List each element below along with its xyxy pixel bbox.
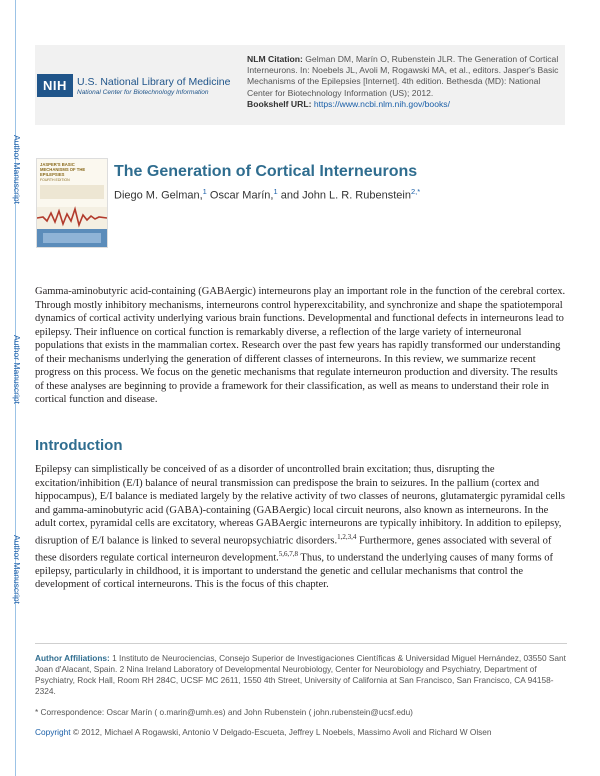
bookshelf-label: Bookshelf URL:: [247, 98, 312, 109]
author-affiliations: [35, 653, 567, 697]
author-list: [114, 187, 420, 202]
bookshelf-url-link[interactable]: https://www.ncbi.nlm.nih.gov/books/: [313, 98, 450, 109]
nlm-logo[interactable]: [37, 74, 242, 102]
copyright-text: © 2012, Michael A Rogawski, Antonio V Delgado-Escueta, Jeffrey L Noebels, Massimo Avoli and Richard W Olsen: [72, 727, 492, 737]
nlm-subtitle: National Center for Biotechnology Information: [77, 89, 209, 96]
introduction-heading: Introduction: [35, 437, 123, 454]
footer-divider: [35, 643, 567, 644]
correspondence: * Correspondence: Oscar Marín ( o.marin@umh.es) and John Rubenstein ( john.rubenstein@ucsf.edu): [35, 707, 413, 717]
nlm-citation: [247, 54, 559, 110]
citation-ref-1-4[interactable]: 1,2,3,4: [337, 532, 357, 541]
intro-text-3: Thus, to understand the underlying causes of many forms of epilepsy, particularly in childhood, it is important to understand the genetic and cellular mechanisms that control the development of cortical interneurons. This is the focus of this chapter.: [35, 552, 553, 590]
citation-label: NLM Citation:: [247, 54, 303, 64]
author-rubenstein: and John L. R. Rubenstein: [280, 189, 411, 202]
side-label-1: Author Manuscript: [12, 135, 22, 204]
nlm-name: U.S. National Library of Medicine: [77, 76, 231, 88]
side-label-2: Author Manuscript: [12, 335, 22, 404]
author-gelman-affiliation[interactable]: 1: [202, 187, 207, 196]
nih-logo-icon: NIH: [37, 74, 73, 97]
citation-text: Gelman DM, Marín O, Rubenstein JLR. The Generation of Cortical Interneurons. In: Noebels JL, Avoli M, Rogawski MA, et al., editors. Jasper's Basic Mechanisms of the Epilepsies [Internet]. 4th edition. Bethesda (MD): National Center for Biotechnology Information (US); 2012.: [247, 54, 559, 98]
author-marin-affiliation[interactable]: 1: [273, 187, 278, 196]
author-rubenstein-affiliation[interactable]: 2,*: [410, 187, 421, 196]
side-label-3: Author Manuscript: [12, 535, 22, 604]
copyright-link[interactable]: Copyright: [35, 727, 71, 737]
author-gelman: Diego M. Gelman,: [114, 189, 203, 202]
affiliations-label: Author Affiliations:: [35, 653, 110, 663]
abstract-paragraph: Gamma-aminobutyric acid-containing (GABAergic) interneurons play an important role in the function of the cerebral cortex. Through mostly inhibitory mechanisms, interneurons control hyperexcitability, and synchronize and shape the spatiotemporal dynamics of cortical activity underlying various brain functions. Developmental and functional defects in interneurons lead to epilepsy. Their influence on cortical function is remarkably diverse, a reflection of the large variety of interneuronal populations that exists in the mammalian cortex. Research over the past few years has rapidly transformed our understanding of their mechanisms underlying the generation of different classes of interneurons. In this review, we summarize recent progress on this process. We focus on the genetic mechanisms that regulate interneuron production and diversity. The results of these analyses are beginning to provide a framework for their classification, as well as means to understand their role in cortical function and disease.: [35, 286, 566, 405]
cover-edition: FOURTH EDITION: [40, 178, 70, 182]
affiliations-text: 1 Instituto de Neurociencias, Consejo Superior de Investigaciones Científicas & Universidad Miguel Hernández, 03550 Sant Joan d'Alacant, Spain. 2 Nina Ireland Laboratory of Developmental Neurobiology, Center for Neurobiology and Psychiatry, Department of Psychiatry, Rock Hall, Room RH 284C, UCSF MC 2611, 1550 4th Street, University of California at San Francisco, San Francisco, CA 94158-2324.: [35, 653, 566, 696]
chapter-title: The Generation of Cortical Interneurons: [114, 163, 418, 180]
introduction-paragraph: [35, 463, 567, 592]
cover-title: JASPER'S BASIC MECHANISMS OF THE EPILEPSIES: [40, 162, 86, 177]
citation-ref-5-8[interactable]: 5,6,7,8: [278, 549, 298, 558]
book-cover-image: [36, 158, 108, 248]
intro-text-2: Furthermore, genes associated with several of these disorders regulate cortical interneuron development.: [35, 535, 552, 563]
copyright: [35, 727, 567, 738]
intro-text-1: Epilepsy can simplistically be conceived of as a disorder of uncontrolled brain excitation; thus, disrupting the excitation/inhibition (E/I) balance of neural transmission can predispose the brain to seizures. In the pallium (cortex and hippocampus), E/I balance is mediated largely by the relative activity of two classes of neurons, glutamatergic pyramidal cells and gamma-aminobutyric acid (GABA)-containing (GABAergic) local circuit neurons, also known as interneurons. In the adult cortex, pyramidal cells are excitatory, whereas GABAergic interneurons are typically inhibitory. In addition to epilepsy, disruption of E/I balance is linked to several neuropsychiatric disorders.: [35, 464, 565, 546]
author-marin: Oscar Marín,: [209, 189, 274, 202]
cover-artwork: [37, 159, 107, 247]
